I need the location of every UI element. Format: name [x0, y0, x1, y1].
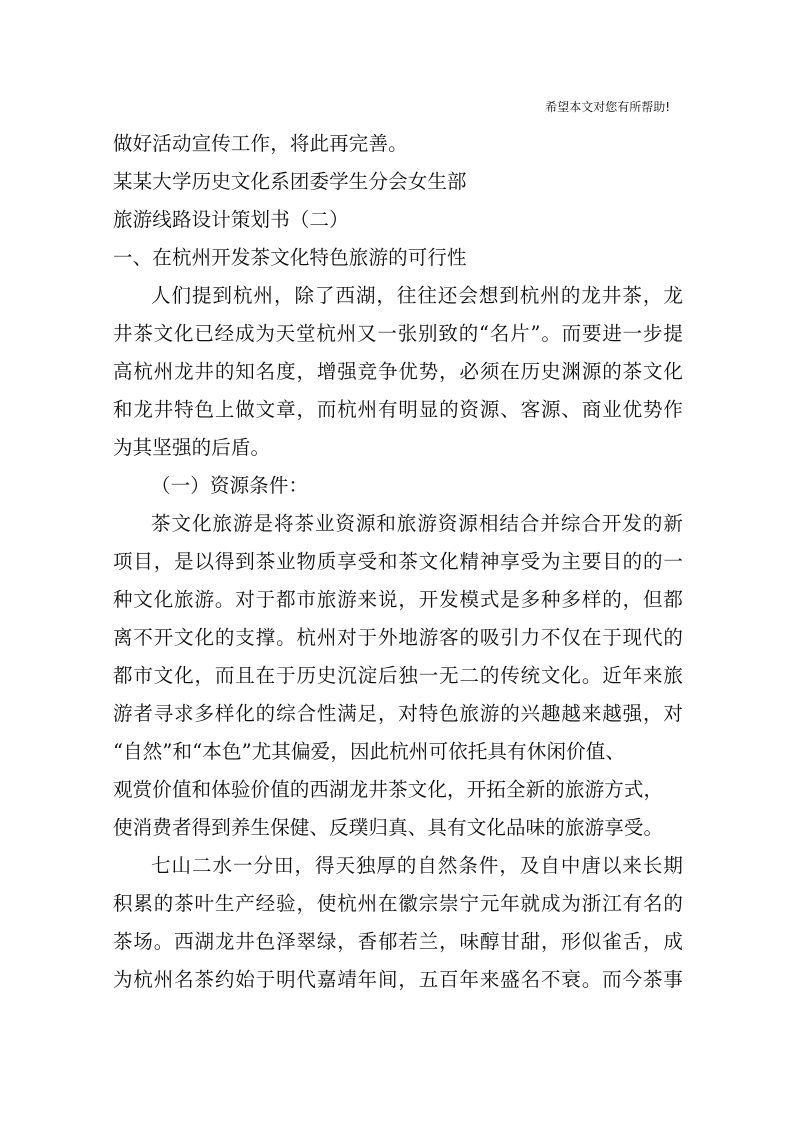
paragraph-line: “自然”和“本色”尤其偏爱，因此杭州可依托具有休闲价值、 [113, 740, 626, 763]
subsection-heading: （一）资源条件： [151, 474, 309, 497]
paragraph-line: 茶文化旅游是将茶业资源和旅游资源相结合并综合开发的新 [151, 512, 683, 535]
document-title: 旅游线路设计策划书（二） [113, 208, 349, 231]
paragraph-line: 为杭州名茶约始于明代嘉靖年间，五百年来盛名不衰。而今茶事 [113, 968, 683, 991]
paragraph-line: 项目，是以得到茶业物质享受和茶文化精神享受为主要目的的一 [113, 550, 683, 573]
paragraph-line: 井茶文化已经成为天堂杭州又一张别致的“名片”。而要进一步提 [113, 322, 683, 345]
paragraph-line: 使消费者得到养生保健、反璞归真、具有文化品味的旅游享受。 [113, 816, 664, 839]
paragraph-line: 种文化旅游。对于都市旅游来说，开发模式是多种多样的，但都 [113, 588, 683, 611]
paragraph-line: 积累的茶叶生产经验，使杭州在徽宗崇宁元年就成为浙江有名的 [113, 892, 683, 915]
paragraph-line: 和龙井特色上做文章，而杭州有明显的资源、客源、商业优势作 [113, 398, 683, 421]
paragraph-line: 离不开文化的支撑。杭州对于外地游客的吸引力不仅在于现代的 [113, 626, 683, 649]
paragraph-line: 都市文化，而且在于历史沉淀后独一无二的传统文化。近年来旅 [113, 664, 683, 687]
paragraph-line: 人们提到杭州，除了西湖，往往还会想到杭州的龙井茶，龙 [151, 284, 683, 307]
paragraph-line: 高杭州龙井的知名度，增强竞争优势，必须在历史渊源的茶文化 [113, 360, 683, 383]
paragraph-line: 游者寻求多样化的综合性满足，对特色旅游的兴趣越来越强，对 [113, 702, 683, 725]
paragraph-line: 茶场。西湖龙井色泽翠绿，香郁若兰，味醇甘甜，形似雀舌，成 [113, 930, 683, 953]
document-body [113, 125, 683, 999]
closing-line: 做好活动宣传工作，将此再完善。 [113, 132, 408, 155]
paragraph-line: 七山二水一分田，得天独厚的自然条件，及自中唐以来长期 [151, 854, 683, 877]
section-heading: 一、在杭州开发茶文化特色旅游的可行性 [113, 246, 467, 269]
header-note: 希望本文对您有所帮助! [545, 100, 670, 114]
signature-line: 某某大学历史文化系团委学生分会女生部 [113, 170, 467, 193]
paragraph-line: 为其坚强的后盾。 [113, 436, 271, 459]
paragraph-line: 观赏价值和体验价值的西湖龙井茶文化，开拓全新的旅游方式， [113, 778, 664, 801]
